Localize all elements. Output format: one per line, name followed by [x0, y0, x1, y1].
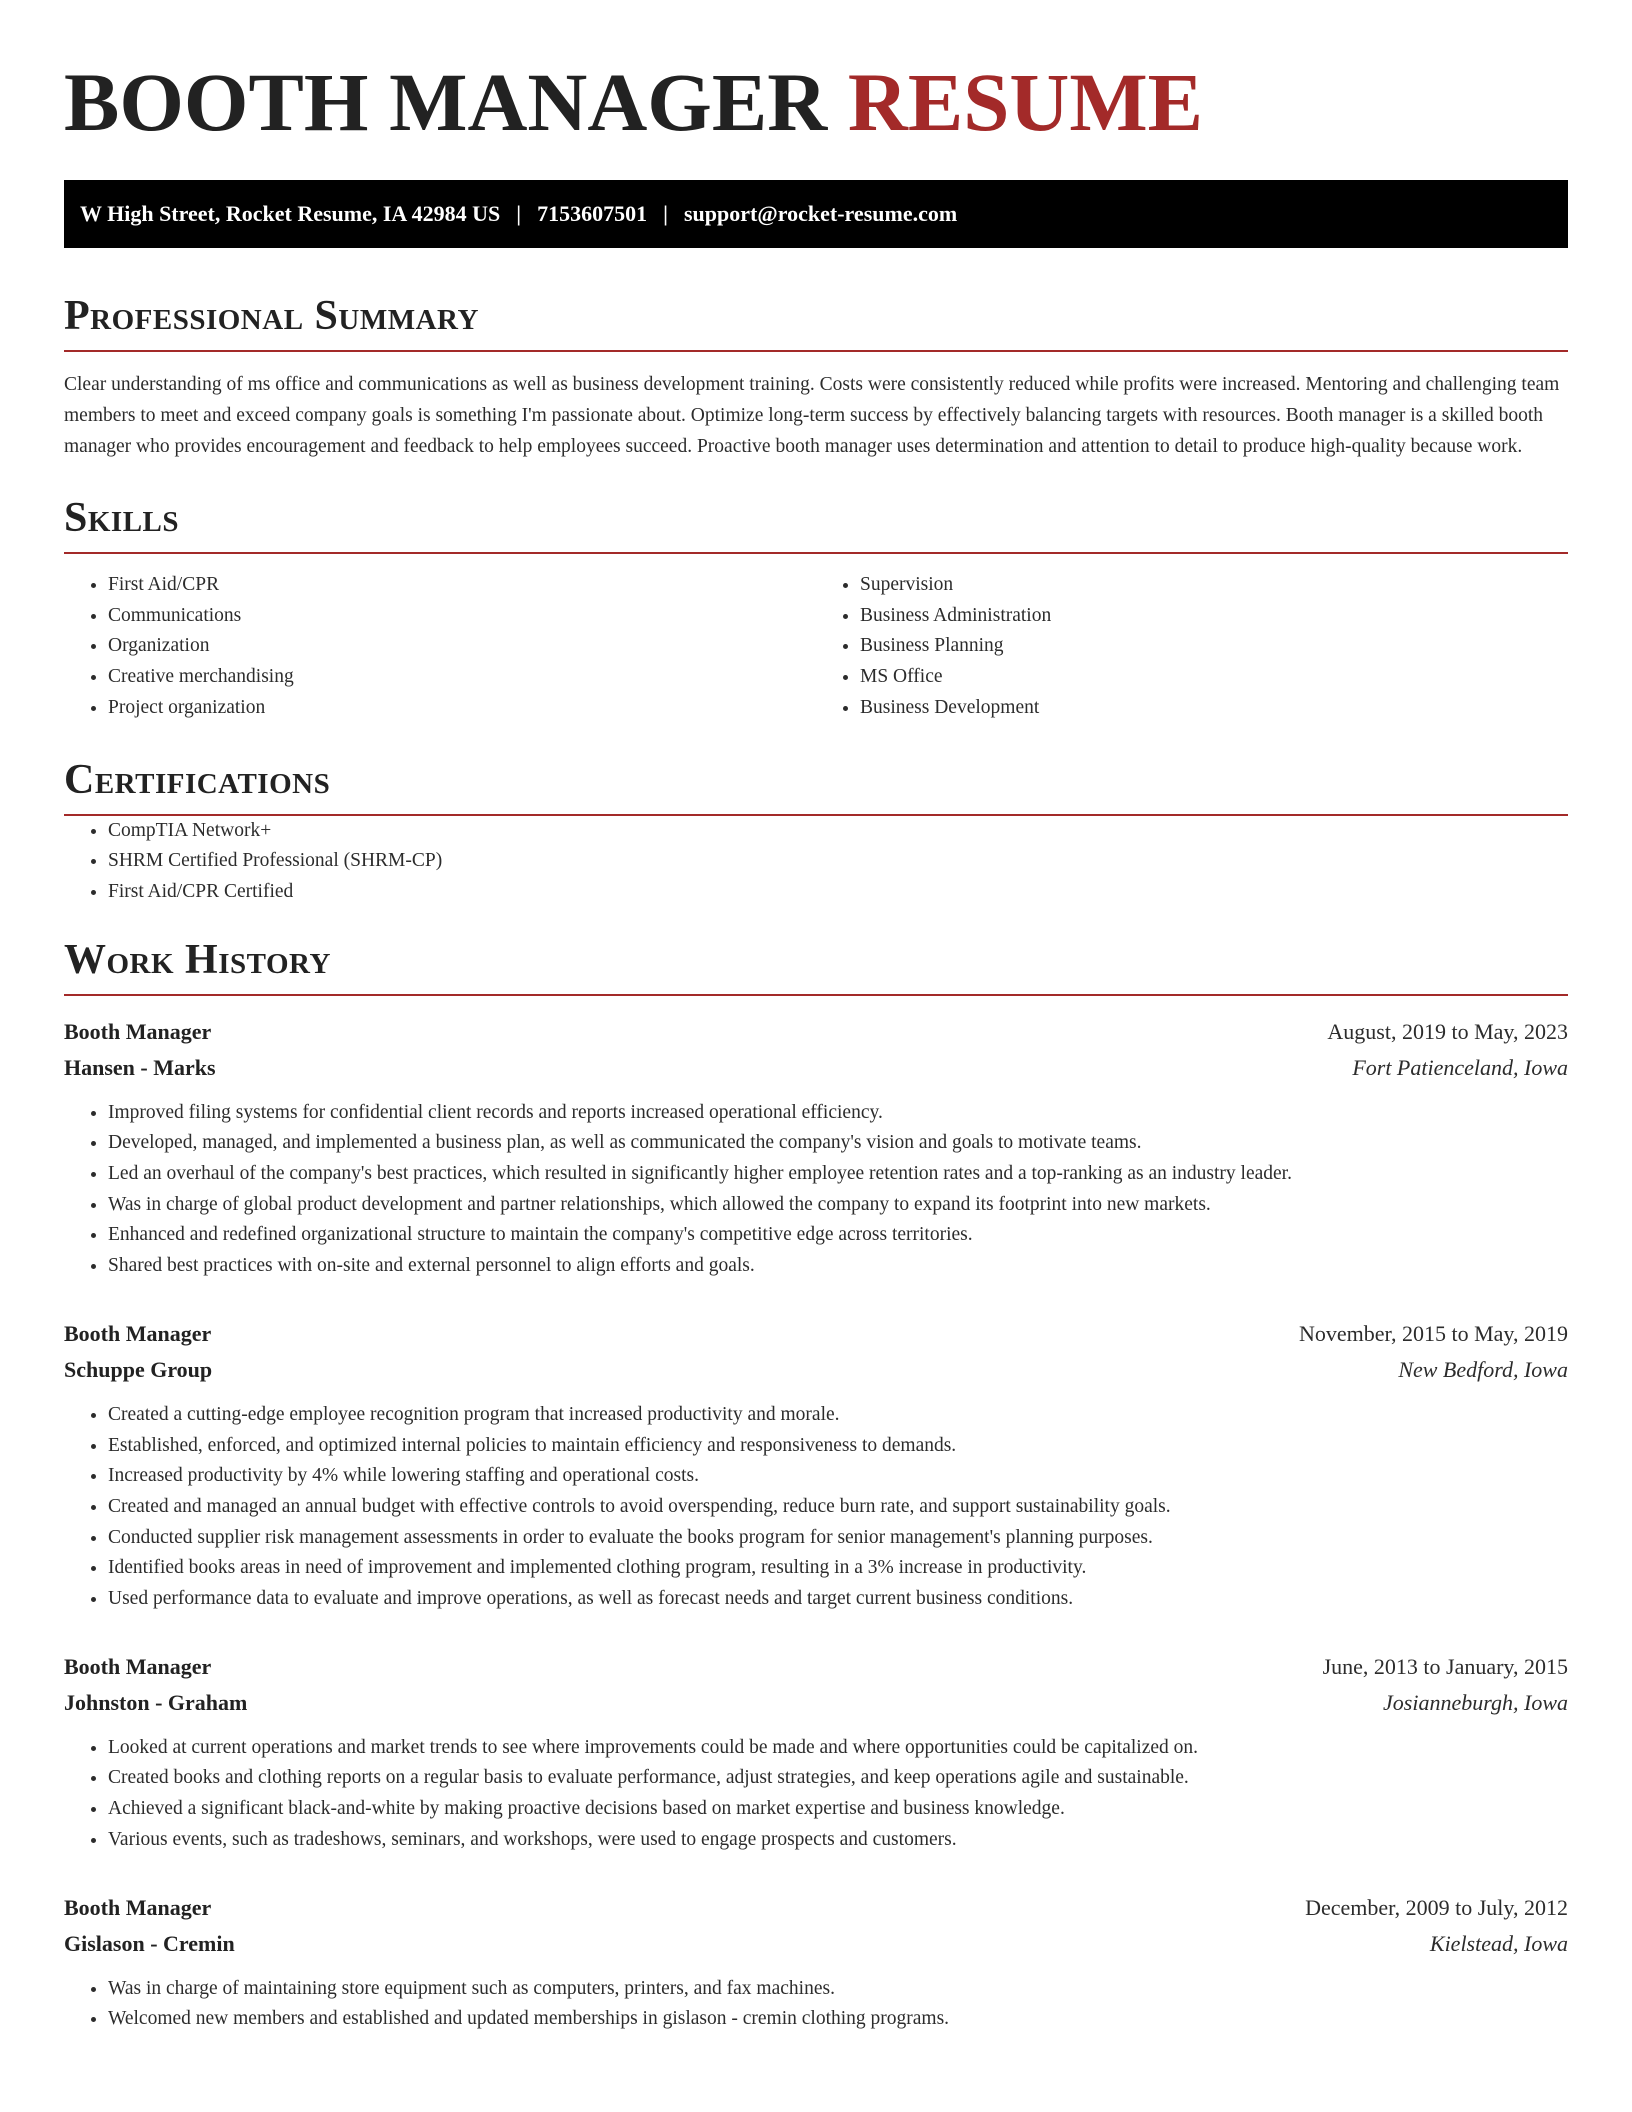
summary-text: Clear understanding of ms office and communications as well as business development training. Costs were consistently reduced while profits were increased. Mentoring and challenging team members to meet and exceed company goals is something I'm passionate about. Optimize long-term success by effectively balancing targets with resources. Booth manager is a skilled booth manager who provides encouragement and feedback to help employees succeed. Proactive booth manager uses determination and attention to detail to produce high-quality because work. [64, 374, 1560, 457]
certification-item: • CompTIA Network+ [108, 816, 1568, 847]
job-bullet: • Various events, such as tradeshows, seminars, and workshops, were used to engage prospects and customers. [108, 1825, 1568, 1856]
skills-list-right [816, 570, 1568, 724]
job-title: Booth Manager [64, 1320, 212, 1346]
job-company-row [64, 1926, 1568, 1962]
job-company-row [64, 1685, 1568, 1721]
skill-item: • Supervision [860, 570, 1568, 601]
contact-phone: 7153607501 [537, 201, 648, 226]
job-bullet: • Enhanced and redefined organizational structure to maintain the company's competitive edge across territories. [108, 1220, 1568, 1251]
skills-heading: Skills [64, 494, 1568, 554]
job-bullet: • Shared best practices with on-site and external personnel to align efforts and goals. [108, 1251, 1568, 1282]
job-bullets [64, 1733, 1568, 1856]
job-header-row [64, 1890, 1568, 1926]
job-bullet: • Created and managed an annual budget with effective controls to avoid overspending, reduce burn rate, and support sustainability goals. [108, 1492, 1568, 1523]
job-bullet: • Created a cutting-edge employee recognition program that increased productivity and morale. [108, 1400, 1568, 1431]
skill-item: • First Aid/CPR [108, 570, 816, 601]
job-company-row [64, 1352, 1568, 1388]
job-bullet: • Identified books areas in need of improvement and implemented clothing program, resulting in a 3% increase in productivity. [108, 1553, 1568, 1584]
job-header-row [64, 1014, 1568, 1050]
job-entry [64, 1014, 1568, 1282]
title-role: BOOTH MANAGER [64, 56, 828, 148]
job-header-row [64, 1649, 1568, 1685]
job-location: Fort Patienceland, Iowa [1352, 1054, 1568, 1080]
job-dates: November, 2015 to May, 2019 [1299, 1320, 1568, 1346]
certification-item: • SHRM Certified Professional (SHRM-CP) [108, 846, 1568, 877]
job-company: Hansen - Marks [64, 1054, 216, 1080]
job-bullet: • Established, enforced, and optimized internal policies to maintain efficiency and responsiveness to demands. [108, 1431, 1568, 1462]
job-bullet: • Used performance data to evaluate and improve operations, as well as forecast needs and target current business conditions. [108, 1584, 1568, 1615]
contact-bar [64, 180, 1568, 248]
job-title: Booth Manager [64, 1894, 212, 1920]
skill-item: • Project organization [108, 693, 816, 724]
job-header-row [64, 1316, 1568, 1352]
job-bullet: • Welcomed new members and established and updated memberships in gislason - cremin clothing programs. [108, 2004, 1568, 2035]
job-bullet: • Looked at current operations and market trends to see where improvements could be made and where opportunities could be capitalized on. [108, 1733, 1568, 1764]
summary-heading: Professional Summary [64, 292, 1568, 352]
skill-item: • Communications [108, 601, 816, 632]
job-bullet: • Created books and clothing reports on a regular basis to evaluate performance, adjust strategies, and keep operations agile and sustainable. [108, 1763, 1568, 1794]
contact-separator: | [663, 201, 668, 226]
contact-separator: | [516, 201, 522, 226]
job-bullet: • Was in charge of global product development and partner relationships, which allowed the company to expand its footprint into new markets. [108, 1190, 1568, 1221]
job-dates: August, 2019 to May, 2023 [1327, 1018, 1568, 1044]
job-dates: December, 2009 to July, 2012 [1305, 1894, 1568, 1920]
contact-address: W High Street, Rocket Resume, IA 42984 US [80, 201, 501, 226]
job-bullets [64, 1098, 1568, 1282]
skill-item: • MS Office [860, 662, 1568, 693]
job-title: Booth Manager [64, 1653, 212, 1679]
certifications-list [64, 816, 1568, 908]
certification-item: • First Aid/CPR Certified [108, 877, 1568, 908]
skills-list-left [64, 570, 816, 724]
job-bullet: • Developed, managed, and implemented a business plan, as well as communicated the company's vision and goals to motivate teams. [108, 1128, 1568, 1159]
job-location: Josianneburgh, Iowa [1383, 1689, 1568, 1715]
job-company: Schuppe Group [64, 1356, 213, 1382]
skill-item: • Business Planning [860, 631, 1568, 662]
skill-item: • Creative merchandising [108, 662, 816, 693]
skills-grid [64, 570, 1568, 724]
job-location: New Bedford, Iowa [1398, 1356, 1568, 1382]
job-bullet: • Achieved a significant black-and-white by making proactive decisions based on market expertise and business knowledge. [108, 1794, 1568, 1825]
job-location: Kielstead, Iowa [1429, 1930, 1568, 1956]
work-history-heading: Work History [64, 936, 1568, 996]
job-bullets [64, 1974, 1568, 2035]
job-bullets [64, 1400, 1568, 1615]
job-bullet: • Improved filing systems for confidential client records and reports increased operational efficiency. [108, 1098, 1568, 1129]
title-resume-word: RESUME [847, 56, 1204, 148]
job-bullet: • Was in charge of maintaining store equipment such as computers, printers, and fax machines. [108, 1974, 1568, 2005]
job-entry [64, 1316, 1568, 1615]
job-bullet: • Led an overhaul of the company's best practices, which resulted in significantly higher employee retention rates and a top-ranking as an industry leader. [108, 1159, 1568, 1190]
job-company: Gislason - Cremin [64, 1930, 235, 1956]
skill-item: • Business Administration [860, 601, 1568, 632]
certifications-heading: Certifications [64, 756, 1568, 816]
job-bullet: • Conducted supplier risk management assessments in order to evaluate the books program for senior management's planning purposes. [108, 1523, 1568, 1554]
job-entry [64, 1890, 1568, 2035]
job-title: Booth Manager [64, 1018, 212, 1044]
job-bullet: • Increased productivity by 4% while lowering staffing and operational costs. [108, 1461, 1568, 1492]
job-entry [64, 1649, 1568, 1856]
skill-item: • Organization [108, 631, 816, 662]
contact-email: support@rocket-resume.com [683, 201, 958, 226]
job-company: Johnston - Graham [64, 1689, 248, 1715]
skill-item: • Business Development [860, 693, 1568, 724]
job-dates: June, 2013 to January, 2015 [1322, 1653, 1568, 1679]
job-company-row [64, 1050, 1568, 1086]
resume-title [64, 0, 1568, 146]
